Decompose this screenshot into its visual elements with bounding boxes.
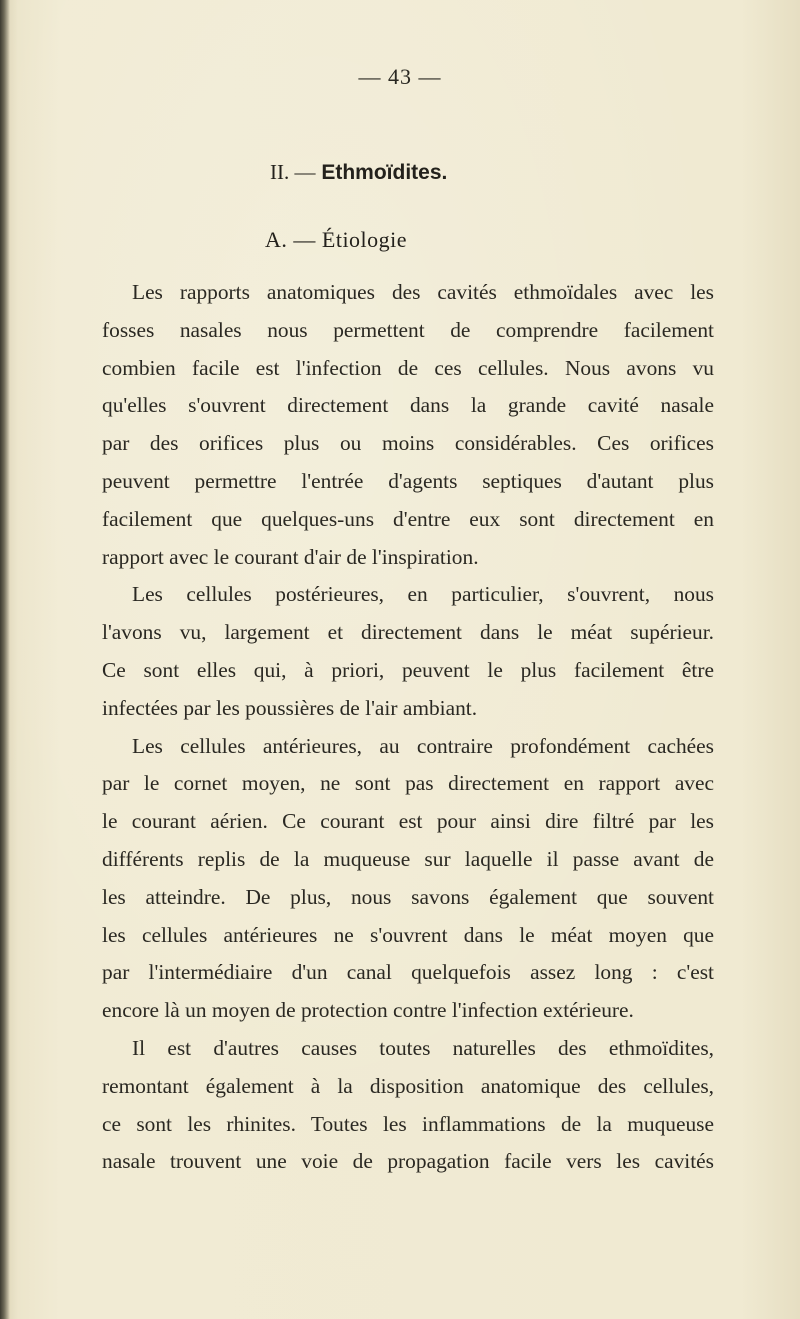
body-text: [102, 274, 714, 1181]
text-line: encore là un moyen de protection contre l'infection extérieure.: [102, 998, 634, 1023]
binding-edge: [0, 0, 10, 1319]
text-line: ce sont les rhinites. Toutes les inflammations de la muqueuse: [102, 1111, 714, 1136]
text-line: le courant aérien. Ce courant est pour ainsi dire filtré par les: [102, 809, 714, 834]
text-line: Il est d'autres causes toutes naturelles des ethmoïdites,: [132, 1035, 714, 1060]
text-line: Les cellules antérieures, au contraire profondément cachées: [132, 733, 714, 758]
text-line: nasale trouvent une voie de propagation facile vers les cavités: [102, 1149, 714, 1174]
section-title: Ethmoïdites.: [321, 161, 448, 184]
text-line: rapport avec le courant d'air de l'inspiration.: [102, 544, 479, 569]
text-line: par l'intermédiaire d'un canal quelquefois assez long : c'est: [102, 960, 714, 985]
text-line: les atteindre. De plus, nous savons également que souvent: [102, 884, 714, 909]
page-number: — 43 —: [358, 64, 442, 89]
text-line: peuvent permettre l'entrée d'agents septiques d'autant plus: [102, 468, 714, 493]
text-line: Les rapports anatomiques des cavités ethmoïdales avec les: [132, 280, 714, 304]
text-line: par des orifices plus ou moins considérables. Ces orifices: [102, 431, 714, 456]
text-line: facilement que quelques-uns d'entre eux sont directement en: [102, 506, 714, 531]
text-line: les cellules antérieures ne s'ouvrent dans le méat moyen que: [102, 922, 714, 947]
text-line: par le cornet moyen, ne sont pas directement en rapport avec: [102, 771, 714, 796]
text-line: infectées par les poussières de l'air ambiant.: [102, 695, 478, 720]
text-line: Les cellules postérieures, en particulier, s'ouvrent, nous: [132, 582, 714, 607]
text-line: différents replis de la muqueuse sur laquelle il passe avant de: [102, 846, 714, 871]
section-heading: [270, 160, 447, 185]
text-line: combien facile est l'infection de ces cellules. Nous avons vu: [102, 355, 714, 380]
text-line: fosses nasales nous permettent de comprendre facilement: [102, 317, 714, 342]
section-number: II. —: [270, 160, 316, 184]
text-line: remontant également à la disposition anatomique des cellules,: [102, 1073, 714, 1098]
text-line: qu'elles s'ouvrent directement dans la grande cavité nasale: [102, 393, 714, 418]
text-line: Ce sont elles qui, à priori, peuvent le plus facilement être: [102, 657, 714, 682]
text-line: l'avons vu, largement et directement dans le méat supérieur.: [102, 620, 714, 645]
subsection-heading: A. — Étiologie: [265, 227, 408, 252]
